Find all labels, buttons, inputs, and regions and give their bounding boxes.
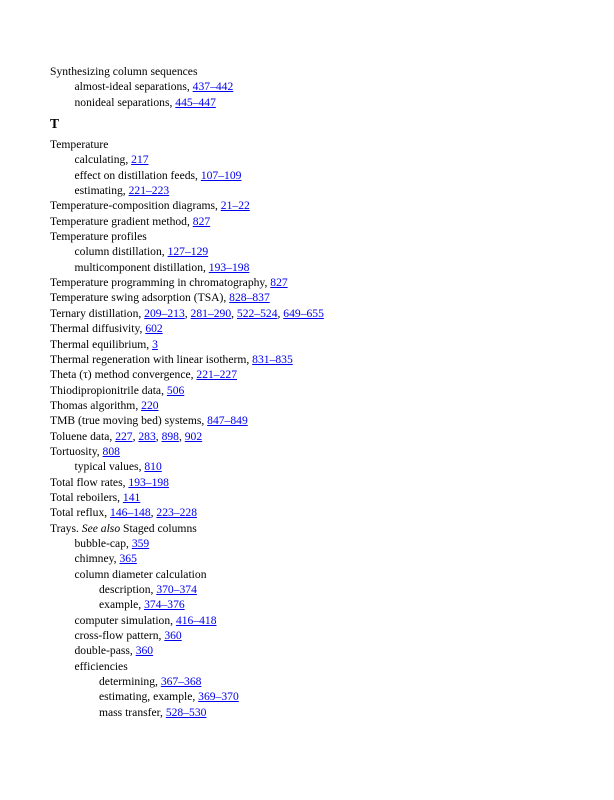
page-link[interactable]: 283: [138, 429, 156, 443]
index-term: example,: [99, 598, 145, 612]
page-link[interactable]: 808: [102, 444, 120, 458]
index-entry: [50, 398, 590, 413]
index-entry: [50, 275, 590, 290]
page-link[interactable]: 193–198: [208, 260, 250, 274]
page-link[interactable]: 369–370: [198, 690, 239, 704]
index-subentry: [50, 152, 590, 167]
index-entry: [50, 306, 590, 321]
index-subentry: [50, 168, 590, 183]
page-link[interactable]: 416–418: [175, 613, 217, 627]
page-link[interactable]: 141: [122, 490, 141, 504]
page-link[interactable]: 827: [270, 276, 288, 290]
index-term: Total reflux,: [50, 506, 111, 520]
index-term: cross-flow pattern,: [74, 629, 165, 643]
page-link[interactable]: 360: [164, 629, 182, 643]
index-term: Total reboilers,: [50, 490, 123, 504]
page-link[interactable]: 227: [115, 429, 133, 443]
page-link[interactable]: 107–109: [200, 168, 242, 182]
index-subentry: [50, 659, 590, 674]
see-also-label: See also: [81, 521, 121, 535]
index-term: typical values,: [74, 460, 145, 474]
index-term: Thermal equilibrium,: [50, 337, 153, 351]
index-entry: [50, 214, 590, 229]
index-term: determining,: [99, 675, 161, 689]
index-term: Total flow rates,: [50, 475, 129, 489]
page-link[interactable]: 445–447: [175, 95, 216, 109]
index-term: column diameter calculation: [74, 567, 207, 581]
index-subentry: [50, 643, 590, 658]
page-separator: ,: [132, 429, 139, 443]
index-entry: [50, 137, 590, 152]
index-subentry: [50, 613, 590, 628]
page-link[interactable]: 3: [152, 337, 158, 351]
page-link[interactable]: 223–228: [156, 506, 197, 520]
page-separator: ,: [178, 429, 185, 443]
page-link[interactable]: 220: [141, 398, 159, 412]
index-term: Toluene data,: [50, 429, 116, 443]
index-entry: [50, 383, 590, 398]
index-term: Ternary distillation,: [50, 306, 145, 320]
page-separator: ,: [184, 306, 191, 320]
index-entry: [50, 198, 590, 213]
page-separator: ,: [231, 306, 237, 320]
page-link[interactable]: 221–223: [128, 184, 170, 198]
index-entry: [50, 490, 590, 505]
index-term: Thermal diffusivity,: [50, 322, 146, 336]
index-subentry: [50, 582, 590, 597]
index-term: almost-ideal separations,: [74, 80, 193, 94]
index-term: double-pass,: [74, 644, 136, 658]
page-separator: ,: [277, 306, 284, 320]
index-term: T: [50, 116, 60, 132]
index-entry: [50, 352, 590, 367]
index-term: column distillation,: [74, 245, 168, 259]
index-subentry: [50, 597, 590, 612]
page-link[interactable]: 828–837: [229, 291, 270, 305]
index-subentry: [50, 705, 590, 720]
index-term: multicomponent distillation,: [74, 260, 209, 274]
index-page: [50, 64, 590, 720]
page-link[interactable]: 370–374: [156, 583, 197, 596]
page-link[interactable]: 127–129: [167, 245, 209, 259]
index-subentry: [50, 79, 590, 94]
page-link[interactable]: 827: [192, 214, 211, 228]
page-link[interactable]: 365: [119, 552, 137, 566]
index-term: Thermal regeneration with linear isotherm,: [50, 352, 253, 366]
see-also-target: Staged columns: [120, 521, 197, 535]
page-link[interactable]: 902: [184, 429, 203, 443]
page-link[interactable]: 831–835: [252, 352, 293, 366]
index-term: nonideal separations,: [74, 95, 176, 109]
index-term: Temperature programming in chromatography,: [50, 276, 271, 290]
page-link[interactable]: 360: [135, 644, 154, 658]
index-entry: [50, 367, 590, 382]
index-subentry: [50, 183, 590, 198]
page-link[interactable]: 193–198: [128, 475, 169, 489]
index-term: Temperature-composition diagrams,: [50, 199, 221, 213]
index-subentry: [50, 244, 590, 259]
index-term: Temperature: [50, 138, 109, 152]
page-link[interactable]: 437–442: [192, 80, 234, 94]
page-link[interactable]: 367–368: [160, 675, 202, 689]
index-term: effect on distillation feeds,: [74, 168, 201, 182]
page-separator: ,: [155, 429, 162, 443]
index-subentry: [50, 536, 590, 551]
index-entry: [50, 337, 590, 352]
index-subentry: [50, 551, 590, 566]
page-link[interactable]: 898: [161, 429, 179, 443]
index-subentry: [50, 95, 590, 110]
page-link[interactable]: 281–290: [190, 306, 232, 320]
index-subentry: [50, 674, 590, 689]
index-term: Synthesizing column sequences: [50, 65, 198, 78]
index-term: bubble-cap,: [74, 536, 132, 550]
index-term: chimney,: [74, 552, 120, 566]
page-link[interactable]: 21–22: [220, 199, 250, 213]
page-link[interactable]: 359: [131, 536, 150, 550]
index-subentry: [50, 689, 590, 704]
page-link[interactable]: 374–376: [144, 598, 185, 612]
page-link[interactable]: 528–530: [165, 705, 207, 719]
index-term: estimating, example,: [99, 690, 199, 704]
index-term: TMB (true moving bed) systems,: [50, 414, 208, 428]
index-term: estimating,: [74, 184, 129, 198]
page-link[interactable]: 221–227: [196, 368, 237, 382]
index-entry: [50, 413, 590, 428]
index-term: Thomas algorithm,: [50, 398, 142, 412]
index-entry: [50, 521, 590, 536]
index-term: calculating,: [74, 153, 132, 167]
index-entry: [50, 290, 590, 305]
index-subentry: [50, 459, 590, 474]
page-link[interactable]: 847–849: [207, 414, 248, 428]
page-link[interactable]: 649–655: [283, 306, 324, 320]
page-separator: ,: [150, 506, 157, 520]
page-link[interactable]: 506: [166, 383, 185, 397]
section-letter-heading: [50, 110, 590, 137]
page-link[interactable]: 209–213: [144, 306, 185, 320]
index-term: Theta (τ) method convergence,: [50, 368, 197, 382]
index-entry: [50, 475, 590, 490]
index-subentry: [50, 628, 590, 643]
index-entry: [50, 444, 590, 459]
index-term: Trays.: [50, 521, 82, 535]
index-term: mass transfer,: [99, 705, 166, 719]
page-link[interactable]: 217: [131, 153, 149, 167]
page-link[interactable]: 146–148: [110, 506, 151, 520]
page-link[interactable]: 522–524: [236, 306, 278, 320]
index-term: Temperature gradient method,: [50, 214, 193, 228]
index-term: Temperature swing adsorption (TSA),: [50, 291, 230, 305]
index-entry: [50, 229, 590, 244]
index-term: Thiodipropionitrile data,: [50, 383, 167, 397]
index-term: Temperature profiles: [50, 230, 147, 244]
index-entry: [50, 505, 590, 520]
index-term: computer simulation,: [74, 613, 176, 627]
index-term: Tortuosity,: [50, 444, 103, 458]
index-subentry: [50, 260, 590, 275]
index-entry: [50, 64, 590, 79]
index-entry: [50, 321, 590, 336]
page-link[interactable]: 810: [144, 460, 162, 474]
index-entry: [50, 429, 590, 444]
index-subentry: [50, 567, 590, 582]
index-term: efficiencies: [74, 659, 128, 673]
page-link[interactable]: 602: [145, 322, 163, 336]
index-term: description,: [99, 583, 157, 596]
